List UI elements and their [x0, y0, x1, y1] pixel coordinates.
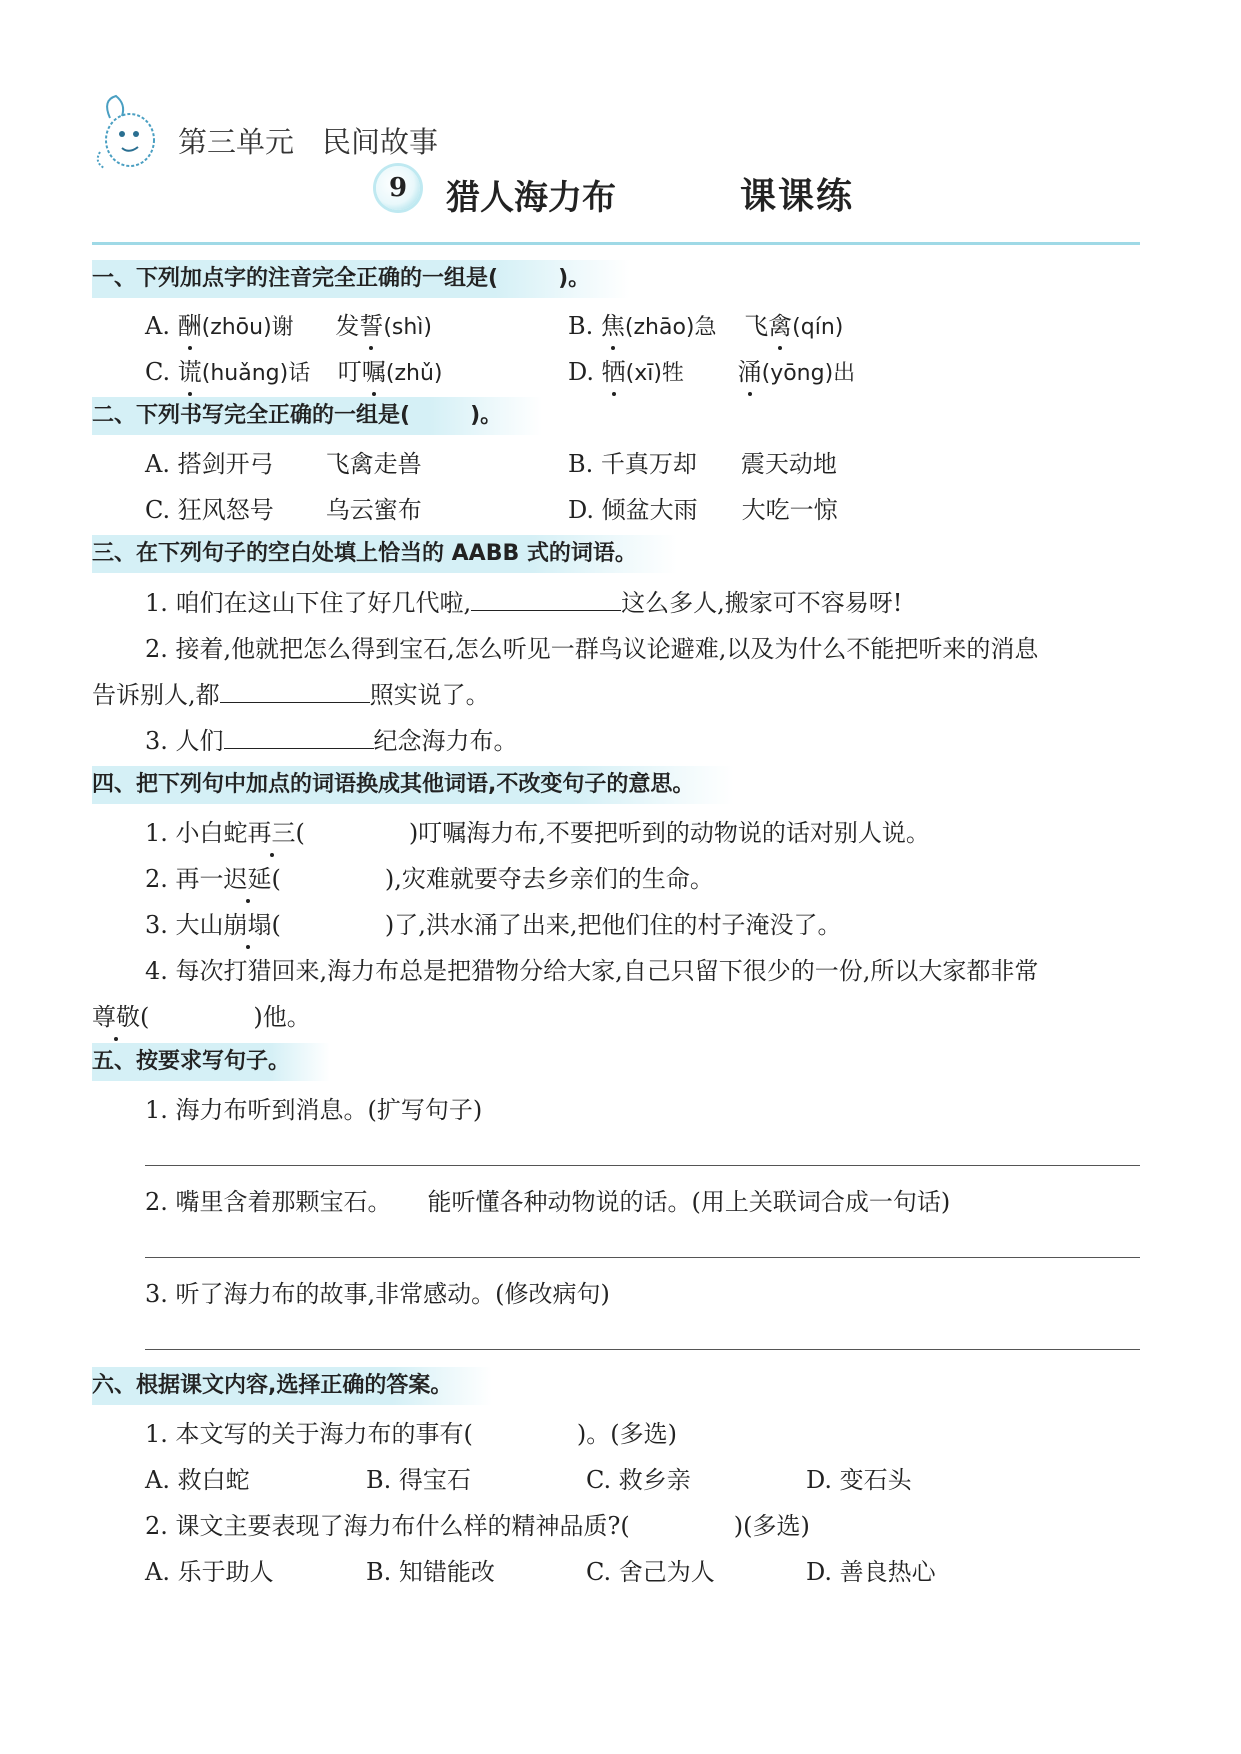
s2-option-c: C. 狂风怒号 乌云蜜布	[145, 496, 422, 524]
answer-line-1[interactable]	[145, 1165, 1140, 1166]
mascot-illustration	[92, 92, 164, 174]
s1-option-d: D. 牺(xī)牲 涌(yōng)出	[568, 352, 855, 387]
s2-option-b: B. 千真万却 震天动地	[568, 450, 837, 478]
s6-question-2: 2. 课文主要表现了海力布什么样的精神品质?( )(多选)	[145, 1512, 810, 1540]
s3-question-2-line2: 告诉别人,都 照实说了。	[92, 681, 490, 709]
s6-q1-option-c: C. 救乡亲	[586, 1466, 691, 1494]
unit-label: 第三单元	[178, 125, 295, 159]
unit-name: 民间故事	[322, 125, 439, 159]
s6-q2-option-b: B. 知错能改	[366, 1558, 495, 1586]
lesson-number-badge: 9	[376, 166, 420, 210]
s4-question-2: 2. 再一迟延( ),灾难就要夺去乡亲们的生命。	[145, 859, 714, 894]
s4-question-1: 1. 小白蛇再三( )叮嘱海力布,不要把听到的动物说的话对别人说。	[145, 813, 930, 848]
s6-q1-option-d: D. 变石头	[806, 1466, 912, 1494]
unit-heading	[178, 120, 438, 161]
s6-question-1: 1. 本文写的关于海力布的事有( )。(多选)	[145, 1420, 677, 1448]
answer-line-2[interactable]	[145, 1257, 1140, 1258]
header-divider	[92, 242, 1140, 245]
section-2-title: 二、下列书写完全正确的一组是( )。	[92, 397, 542, 435]
section-1-title: 一、下列加点字的注音完全正确的一组是( )。	[92, 260, 630, 298]
section-4-title: 四、把下列句中加点的词语换成其他词语,不改变句子的意思。	[92, 766, 734, 804]
s6-q1-option-a: A. 救白蛇	[145, 1466, 250, 1494]
section-5-title: 五、按要求写句子。	[92, 1043, 330, 1081]
s6-q2-option-a: A. 乐于助人	[145, 1558, 274, 1586]
s3-question-2-line1: 2. 接着,他就把怎么得到宝石,怎么听见一群鸟议论避难,以及为什么不能把听来的消息	[145, 635, 1039, 663]
section-6-title: 六、根据课文内容,选择正确的答案。	[92, 1367, 492, 1405]
s6-q2-option-d: D. 善良热心	[806, 1558, 936, 1586]
s2-option-d: D. 倾盆大雨 大吃一惊	[568, 496, 838, 524]
lesson-title: 猎人海力布	[446, 178, 616, 218]
s3-question-3: 3. 人们 纪念海力布。	[145, 727, 518, 755]
s6-q2-option-c: C. 舍己为人	[586, 1558, 715, 1586]
section-3-title: 三、在下列句子的空白处填上恰当的 AABB 式的词语。	[92, 535, 677, 573]
s6-q1-option-b: B. 得宝石	[366, 1466, 471, 1494]
brand-title: 课课练	[740, 176, 855, 217]
s5-question-3: 3. 听了海力布的故事,非常感动。(修改病句)	[145, 1280, 610, 1308]
s1-option-c: C. 谎(huǎng)话 叮嘱(zhǔ)	[145, 352, 442, 387]
s3-question-1: 1. 咱们在这山下住了好几代啦, 这么多人,搬家可不容易呀!	[145, 589, 903, 617]
s4-question-4-line2: 尊敬( )他。	[92, 997, 311, 1032]
s4-question-4-line1: 4. 每次打猎回来,海力布总是把猎物分给大家,自己只留下很少的一份,所以大家都非常	[145, 957, 1039, 985]
s2-option-a: A. 搭剑开弓 飞禽走兽	[145, 450, 422, 478]
s5-question-1: 1. 海力布听到消息。(扩写句子)	[145, 1096, 483, 1124]
answer-line-3[interactable]	[145, 1349, 1140, 1350]
s1-option-a: A. 酬(zhōu)谢 发誓(shì)	[145, 306, 432, 341]
s1-option-b: B. 焦(zhāo)急 飞禽(qín)	[568, 306, 843, 341]
s4-question-3: 3. 大山崩塌( )了,洪水涌了出来,把他们住的村子淹没了。	[145, 905, 842, 940]
s5-question-2: 2. 嘴里含着那颗宝石。 能听懂各种动物说的话。(用上关联词合成一句话)	[145, 1188, 951, 1216]
